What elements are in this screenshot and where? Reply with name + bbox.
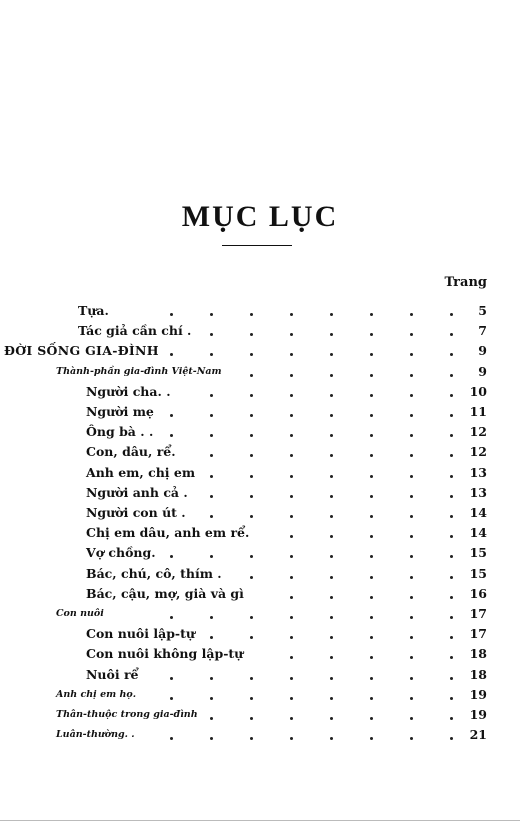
leader-dot [370,333,373,336]
leader-dot [290,535,293,538]
toc-entry [0,363,520,381]
toc-entry [0,464,520,482]
leader-dot [450,596,453,599]
leader-dot [250,636,253,639]
leader-dot [330,313,333,316]
toc-entry [0,585,520,603]
page-title: MỤC LỤC [181,200,339,233]
page-bottom-edge [0,820,520,821]
leader-dot [410,535,413,538]
toc-entry [0,706,520,724]
leader-dot [370,434,373,437]
toc-entry-label: Thân-thuộc trong gia-đình [56,709,198,720]
toc-entry [0,504,520,522]
leader-dot [250,616,253,619]
leader-dot [290,353,293,356]
leader-dot [290,475,293,478]
leader-dot [450,697,453,700]
leader-dot [330,596,333,599]
leader-dot [290,495,293,498]
leader-dot [210,454,213,457]
leader-dot [370,475,373,478]
toc-entry-page: 9 [478,343,487,359]
toc-entry-label: Vợ chồng. [86,545,156,561]
leader-dot [370,697,373,700]
leader-dot [450,555,453,558]
leader-dot [210,353,213,356]
leader-dot [250,555,253,558]
toc-entry-page: 15 [469,565,487,581]
leader-dot [410,596,413,599]
dot-leader [0,565,520,583]
leader-dot [250,313,253,316]
dot-leader [0,625,520,643]
toc-entry-label: Con nuôi không lập-tự [86,646,244,662]
leader-dot [170,353,173,356]
leader-dot [410,353,413,356]
dot-leader [0,524,520,542]
leader-dot [370,313,373,316]
toc-entry [0,342,520,360]
leader-dot [290,656,293,659]
leader-dot [290,333,293,336]
leader-dot [370,414,373,417]
toc-entry-page: 17 [469,626,487,642]
toc-entry-label: Bác, cậu, mợ, già và gì [86,585,244,601]
toc-entry-page: 15 [469,545,487,561]
leader-dot [330,616,333,619]
leader-dot [250,737,253,740]
leader-dot [410,374,413,377]
leader-dot [250,434,253,437]
toc-entry-label: Anh chị em họ. [56,688,137,700]
toc-entry-page: 11 [469,404,487,419]
dot-leader [0,403,520,421]
leader-dot [290,515,293,518]
leader-dot [450,576,453,579]
toc-entry-label: Con nuôi [56,608,104,619]
leader-dot [290,374,293,377]
toc-entry [0,565,520,583]
leader-dot [410,475,413,478]
leader-dot [450,454,453,457]
leader-dot [290,616,293,619]
toc-entry [0,322,520,340]
leader-dot [330,333,333,336]
toc-entry [0,302,520,320]
leader-dot [330,656,333,659]
leader-dot [450,313,453,316]
leader-dot [410,737,413,740]
leader-dot [170,616,173,619]
toc-entry-page: 12 [469,424,487,440]
toc-entry [0,605,520,623]
toc-entry-page: 21 [469,727,487,743]
leader-dot [330,737,333,740]
leader-dot [210,515,213,518]
toc-entry-page: 7 [478,323,487,339]
leader-dot [410,717,413,720]
leader-dot [410,414,413,417]
leader-dot [170,737,173,740]
leader-dot [250,374,253,377]
leader-dot [410,636,413,639]
toc-entry-label: Người anh cả . [86,484,188,500]
leader-dot [450,656,453,659]
leader-dot [290,555,293,558]
leader-dot [330,576,333,579]
leader-dot [450,414,453,417]
leader-dot [210,697,213,700]
leader-dot [450,353,453,356]
leader-dot [210,636,213,639]
leader-dot [370,576,373,579]
leader-dot [370,353,373,356]
leader-dot [330,475,333,478]
leader-dot [450,535,453,538]
toc-entry-label: Bác, chú, cô, thím . [86,565,222,581]
toc-entry-page: 10 [469,383,487,399]
leader-dot [330,677,333,680]
leader-dot [330,414,333,417]
leader-dot [410,555,413,558]
toc-entry-page: 12 [469,444,487,460]
toc-entry-label: Con, dâu, rể. [86,444,176,460]
leader-dot [210,677,213,680]
toc-entry [0,383,520,401]
toc-entry-label: Luân-thường. . [56,729,135,741]
leader-dot [410,515,413,518]
leader-dot [330,636,333,639]
leader-dot [370,555,373,558]
leader-dot [450,434,453,437]
leader-dot [410,576,413,579]
leader-dot [370,535,373,538]
leader-dot [410,454,413,457]
leader-dot [450,333,453,336]
leader-dot [290,414,293,417]
leader-dot [370,717,373,720]
leader-dot [330,717,333,720]
leader-dot [170,414,173,417]
toc-entry-label: Người mẹ [86,404,154,419]
leader-dot [250,697,253,700]
leader-dot [450,737,453,740]
leader-dot [410,616,413,619]
leader-dot [170,697,173,700]
leader-dot [450,677,453,680]
leader-dot [250,475,253,478]
leader-dot [410,333,413,336]
leader-dot [290,454,293,457]
leader-dot [210,414,213,417]
leader-dot [330,454,333,457]
leader-dot [330,697,333,700]
toc-entry-page: 17 [469,606,487,621]
leader-dot [330,535,333,538]
toc-entry [0,686,520,704]
leader-dot [210,737,213,740]
leader-dot [250,495,253,498]
leader-dot [210,434,213,437]
dot-leader [0,443,520,461]
leader-dot [330,374,333,377]
dot-leader [0,464,520,482]
toc-entry-page: 19 [469,686,487,702]
leader-dot [370,454,373,457]
leader-dot [290,596,293,599]
leader-dot [250,677,253,680]
title-underline [222,245,292,246]
leader-dot [450,636,453,639]
toc-entry-label: ĐỜI SỐNG GIA-ĐÌNH [4,343,159,359]
leader-dot [210,555,213,558]
leader-dot [450,515,453,518]
leader-dot [290,394,293,397]
leader-dot [250,353,253,356]
toc-entry [0,443,520,461]
toc-entry-label: Người cha. . [86,383,171,399]
leader-dot [410,394,413,397]
toc-entry [0,666,520,684]
leader-dot [250,394,253,397]
leader-dot [250,515,253,518]
leader-dot [330,353,333,356]
dot-leader [0,544,520,562]
toc-entry-page: 9 [478,363,487,379]
leader-dot [170,313,173,316]
leader-dot [410,495,413,498]
toc-entry [0,544,520,562]
toc-entry [0,403,520,421]
leader-dot [170,677,173,680]
leader-dot [210,475,213,478]
leader-dot [370,677,373,680]
dot-leader [0,666,520,684]
leader-dot [250,454,253,457]
leader-dot [330,555,333,558]
toc-entry-page: 13 [469,464,487,480]
leader-dot [210,495,213,498]
toc-entry-page: 18 [469,646,487,662]
leader-dot [290,697,293,700]
page-column-header: Trang [444,275,487,290]
toc-entry-label: Thành-phần gia-đình Việt-Nam [56,365,222,377]
toc-entry [0,423,520,441]
leader-dot [450,495,453,498]
leader-dot [450,394,453,397]
leader-dot [370,596,373,599]
leader-dot [370,515,373,518]
leader-dot [370,495,373,498]
leader-dot [450,374,453,377]
toc-entry-page: 5 [478,303,487,318]
toc-entry [0,625,520,643]
leader-dot [250,333,253,336]
dot-leader [0,504,520,522]
leader-dot [450,475,453,478]
leader-dot [410,434,413,437]
toc-entry-label: Tựa. [78,303,109,318]
toc-entry-page: 16 [469,585,487,601]
leader-dot [250,717,253,720]
toc-entry-label: Chị em dâu, anh em rể. [86,525,250,541]
leader-dot [210,616,213,619]
dot-leader [0,484,520,502]
leader-dot [290,576,293,579]
toc-entry-page: 18 [469,666,487,682]
toc-entry [0,645,520,663]
leader-dot [330,434,333,437]
leader-dot [290,636,293,639]
leader-dot [370,394,373,397]
toc-entry-label: Nuôi rể [86,666,139,682]
toc-entry-page: 19 [469,707,487,722]
toc-entry-label: Con nuôi lập-tự [86,626,195,642]
toc-entry-label: Anh em, chị em [86,464,196,480]
toc-entry [0,726,520,744]
toc-entry-page: 14 [469,525,487,541]
toc-entry-label: Người con út . [86,505,186,520]
leader-dot [210,394,213,397]
toc-entry [0,484,520,502]
leader-dot [170,555,173,558]
leader-dot [370,374,373,377]
dot-leader [0,423,520,441]
leader-dot [410,697,413,700]
toc-entry-page: 13 [469,484,487,500]
leader-dot [210,333,213,336]
leader-dot [370,656,373,659]
leader-dot [410,656,413,659]
toc-entry [0,524,520,542]
leader-dot [170,434,173,437]
leader-dot [290,737,293,740]
leader-dot [370,616,373,619]
leader-dot [250,576,253,579]
toc-entry-label: Ông bà . . [86,424,154,440]
leader-dot [330,394,333,397]
leader-dot [450,616,453,619]
leader-dot [290,313,293,316]
leader-dot [370,636,373,639]
leader-dot [250,414,253,417]
leader-dot [210,717,213,720]
toc-entry-label: Tác giả cần chí . [78,323,192,339]
leader-dot [330,495,333,498]
leader-dot [210,313,213,316]
leader-dot [410,313,413,316]
leader-dot [370,737,373,740]
dot-leader [0,383,520,401]
toc-entry-page: 14 [469,505,487,520]
leader-dot [290,677,293,680]
leader-dot [290,434,293,437]
leader-dot [450,717,453,720]
dot-leader [0,645,520,663]
leader-dot [290,717,293,720]
dot-leader [0,585,520,603]
leader-dot [410,677,413,680]
leader-dot [330,515,333,518]
